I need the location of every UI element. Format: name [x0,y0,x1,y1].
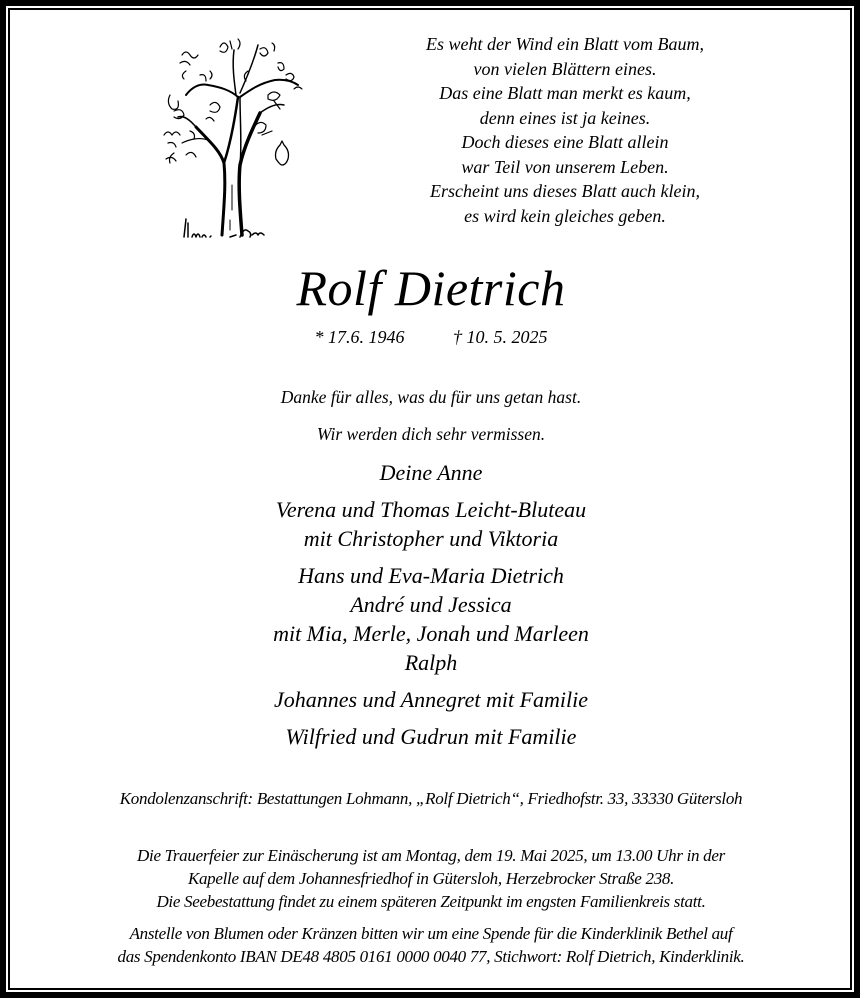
mourner-group [0,458,862,487]
mourner-line: mit Christopher und Viktoria [303,526,559,551]
mourner-line: Johannes und Annegret mit Familie [273,687,589,712]
condolence-address: Kondolenzanschrift: Bestattungen Lohmann, „Rolf Dietrich“, Friedhofstr. 33, 33330 Gütersloh [119,789,743,808]
poem [400,32,730,228]
poem-line: es wird kein gleiches geben. [464,205,666,226]
mourner-group [0,495,862,553]
mourner-group [0,722,862,751]
ceremony-line: Die Seebestattung findet zu einem späteren Zeitpunkt im engsten Familienkreis statt. [156,892,706,911]
poem-line: Doch dieses eine Blatt allein [461,132,669,152]
birth-date: * 17.6. 1946 [314,327,405,347]
poem-line: von vielen Blättern eines. [473,58,657,79]
thanks-text: Danke für alles, was du für uns getan hast. [280,387,582,407]
mourner-group [0,561,862,677]
donation-info [0,922,862,968]
mourner-line: Hans und Eva-Maria Dietrich [298,563,564,588]
poem-line: war Teil von unserem Leben. [461,156,669,177]
poem-line: Es weht der Wind ein Blatt vom Baum, [426,34,704,54]
miss-text: Wir werden dich sehr vermissen. [316,424,546,444]
tree-icon [160,35,310,245]
poem-line: denn eines ist ja keines. [479,107,651,128]
mourner-line: Deine Anne [379,460,483,485]
donation-line: Anstelle von Blumen oder Kränzen bitten wir um eine Spende für die Kinderklinik Bethel auf [129,924,733,943]
mourner-line: mit Mia, Merle, Jonah und Marleen [273,621,589,646]
ceremony-info [0,844,862,913]
death-date: † 10. 5. 2025 [453,327,548,347]
mourner-line: André und Jessica [350,592,512,617]
ceremony-line: Kapelle auf dem Johannesfriedhof in Gütersloh, Herzebrocker Straße 238. [187,869,675,888]
poem-line: Das eine Blatt man merkt es kaum, [439,83,691,103]
ceremony-line: Die Trauerfeier zur Einäscherung ist am Montag, dem 19. Mai 2025, um 13.00 Uhr in der [137,846,725,865]
deceased-name: Rolf Dietrich [296,260,566,316]
life-dates [0,326,862,348]
poem-line: Erscheint uns dieses Blatt auch klein, [430,181,700,201]
donation-line: das Spendenkonto IBAN DE48 4805 0161 0000 0040 77, Stichwort: Rolf Dietrich, Kinderklinik. [117,947,745,966]
mourners-list [0,458,862,759]
mourner-line: Wilfried und Gudrun mit Familie [285,724,577,749]
mourner-line: Ralph [404,650,458,675]
mourner-line: Verena und Thomas Leicht-Bluteau [275,497,587,522]
mourner-group [0,685,862,714]
